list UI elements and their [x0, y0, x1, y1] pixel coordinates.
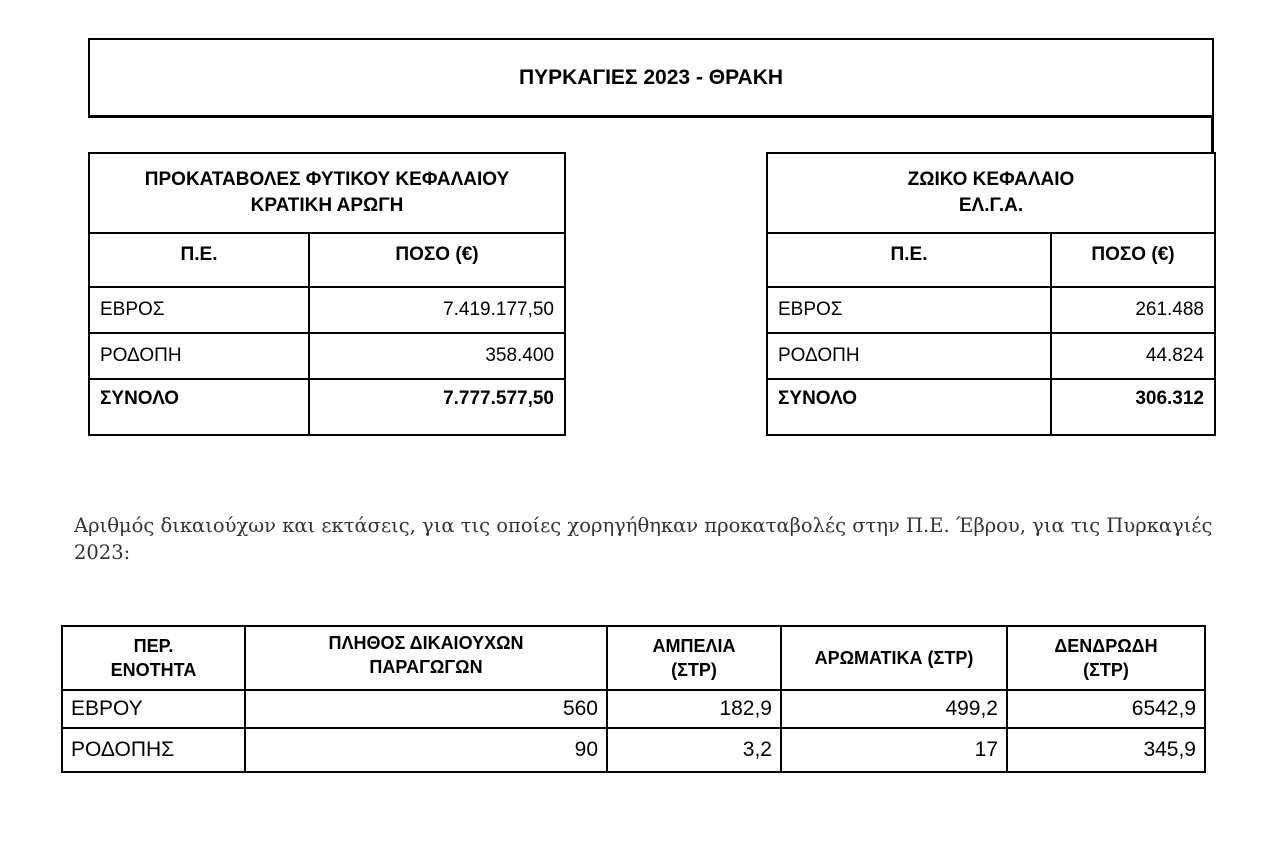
- table-row: [767, 333, 1215, 379]
- total-row: [89, 379, 565, 435]
- col-header-line: ΠΑΡΑΓΩΓΩΝ: [369, 657, 483, 677]
- table-row: [89, 287, 565, 333]
- col-header-region: [62, 626, 245, 690]
- total-row: [767, 379, 1215, 435]
- animal-capital-table: [766, 152, 1216, 436]
- col-header-producers: [245, 626, 607, 690]
- aromatic-cell: 499,2: [781, 690, 1007, 728]
- producers-cell: 560: [245, 690, 607, 728]
- animal-row-amount: 44.824: [1051, 333, 1215, 379]
- plant-total-label: ΣΥΝΟΛΟ: [89, 379, 309, 435]
- table-row: [62, 690, 1205, 728]
- description-paragraph: Αριθμός δικαιούχων και εκτάσεις, για τις οποίες χορηγήθηκαν προκαταβολές στην Π.Ε. Έβρου, για τις Πυρκαγιές 2023:: [74, 514, 1213, 564]
- animal-row-amount: 261.488: [1051, 287, 1215, 333]
- plant-row-amount: 7.419.177,50: [309, 287, 565, 333]
- col-header-line: ΔΕΝΔΡΩΔΗ: [1054, 636, 1158, 656]
- plant-capital-heading-line1: ΠΡΟΚΑΤΑΒΟΛΕΣ ΦΥΤΙΚΟΥ ΚΕΦΑΛΑΙΟΥ: [144, 169, 510, 190]
- animal-col-unit: Π.Ε.: [767, 233, 1051, 287]
- beneficiaries-table: [61, 625, 1206, 773]
- frame-divider: [1211, 118, 1214, 154]
- col-header-line: (ΣΤΡ): [671, 660, 717, 680]
- plant-row-unit: ΕΒΡΟΣ: [89, 287, 309, 333]
- plant-total-amount: 7.777.577,50: [309, 379, 565, 435]
- trees-cell: 6542,9: [1007, 690, 1205, 728]
- animal-total-amount: 306.312: [1051, 379, 1215, 435]
- plant-row-amount: 358.400: [309, 333, 565, 379]
- col-header-line: ΑΡΩΜΑΤΙΚΑ (ΣΤΡ): [814, 648, 974, 668]
- col-header-line: ΑΜΠΕΛΙΑ: [652, 636, 736, 656]
- region-cell: ΡΟΔΟΠΗΣ: [62, 728, 245, 772]
- aromatic-cell: 17: [781, 728, 1007, 772]
- animal-capital-heading: [767, 153, 1215, 233]
- table-row: [89, 333, 565, 379]
- col-header-line: ΠΕΡ.: [133, 636, 174, 656]
- table-row: [767, 287, 1215, 333]
- col-header-aromatic: [781, 626, 1007, 690]
- animal-row-unit: ΡΟΔΟΠΗ: [767, 333, 1051, 379]
- table-row: [62, 728, 1205, 772]
- page-title: [88, 38, 1214, 118]
- plant-row-unit: ΡΟΔΟΠΗ: [89, 333, 309, 379]
- vineyards-cell: 3,2: [607, 728, 781, 772]
- trees-cell: 345,9: [1007, 728, 1205, 772]
- plant-capital-table: [88, 152, 566, 436]
- header-row: [62, 626, 1205, 690]
- col-header-vineyards: [607, 626, 781, 690]
- plant-capital-heading-line2: ΚΡΑΤΙΚΗ ΑΡΩΓΗ: [250, 195, 404, 216]
- col-header-trees: [1007, 626, 1205, 690]
- animal-capital-heading-line2: ΕΛ.Γ.Α.: [958, 195, 1024, 216]
- plant-capital-heading: [89, 153, 565, 233]
- col-header-line: ΕΝΟΤΗΤΑ: [110, 660, 197, 680]
- vineyards-cell: 182,9: [607, 690, 781, 728]
- region-cell: ΕΒΡΟΥ: [62, 690, 245, 728]
- col-header-line: ΠΛΗΘΟΣ ΔΙΚΑΙΟΥΧΩΝ: [328, 633, 524, 653]
- plant-col-amount: ΠΟΣΟ (€): [309, 233, 565, 287]
- page-title-text: ΠΥΡΚΑΓΙΕΣ 2023 - ΘΡΑΚΗ: [518, 65, 784, 89]
- col-header-line: (ΣΤΡ): [1083, 660, 1129, 680]
- producers-cell: 90: [245, 728, 607, 772]
- animal-row-unit: ΕΒΡΟΣ: [767, 287, 1051, 333]
- animal-col-amount: ΠΟΣΟ (€): [1051, 233, 1215, 287]
- plant-col-unit: Π.Ε.: [89, 233, 309, 287]
- animal-total-label: ΣΥΝΟΛΟ: [767, 379, 1051, 435]
- animal-capital-heading-line1: ΖΩΙΚΟ ΚΕΦΑΛΑΙΟ: [907, 169, 1075, 190]
